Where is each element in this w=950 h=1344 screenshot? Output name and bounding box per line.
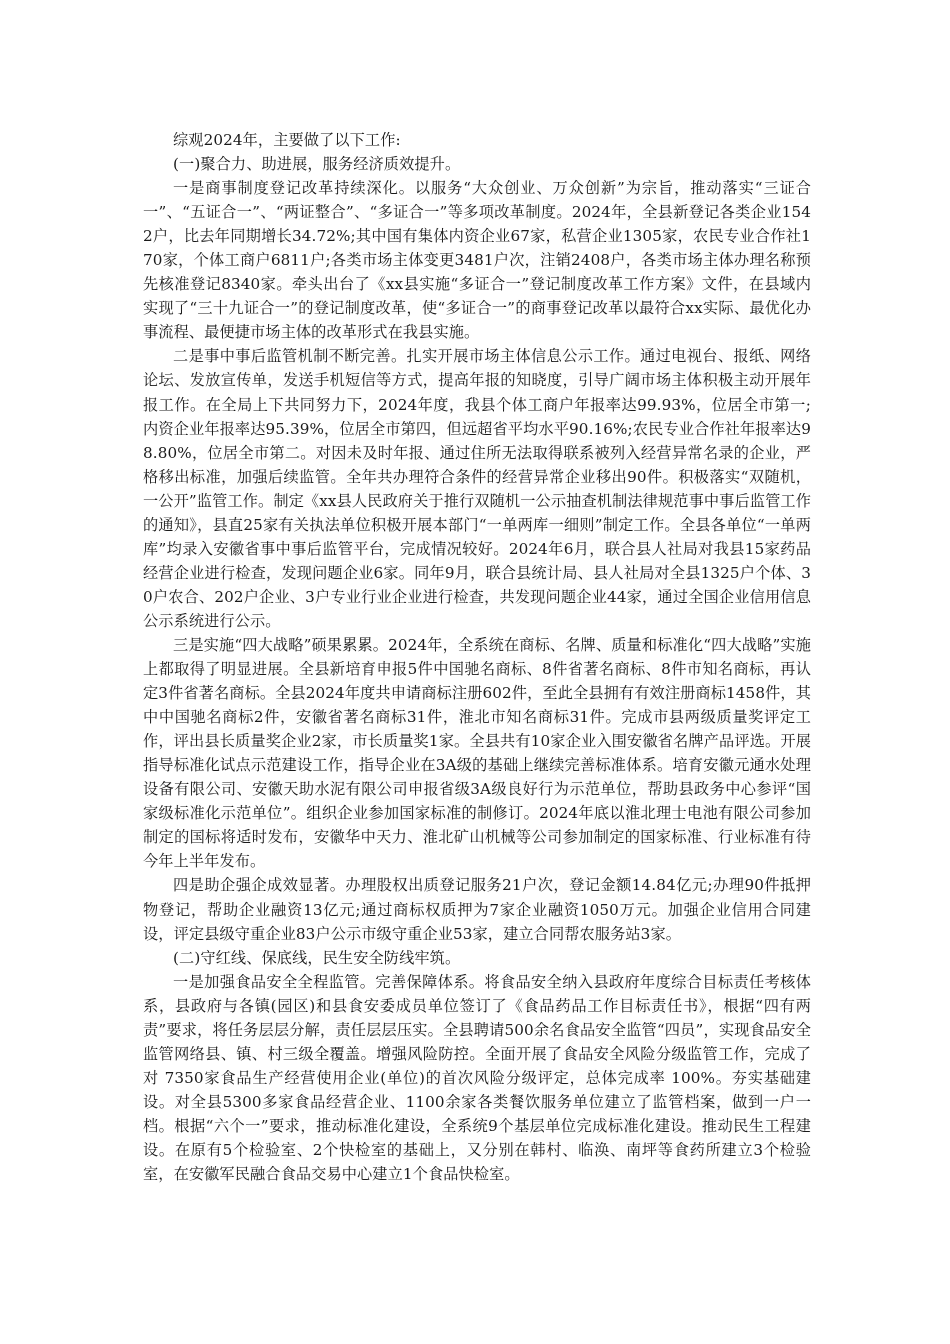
document-body	[143, 128, 811, 1186]
body-paragraph: 一是商事制度登记改革持续深化。以服务“大众创业、万众创新”为宗旨，推动落实“三证合一”、“五证合一”、“两证整合”、“多证合一”等多项改革制度。2024年，全县新登记各类企业1542户，比去年同期增长34.72%;其中国有集体内资企业67家，私营企业1305家，农民专业合作社170家，个体工商户6811户;各类市场主体变更3481户次，注销2408户，各类市场主体办理名称预先核准登记8340家。牵头出台了《xx县实施“多证合一”登记制度改革工作方案》文件，在县域内实现了“三十九证合一”的登记制度改革，使“多证合一”的商事登记改革以最符合xx实际、最优化办事流程、最便捷市场主体的改革形式在我县实施。	[143, 179, 811, 342]
intro-paragraph: 综观2024年，主要做了以下工作:	[173, 131, 401, 149]
body-paragraph: 三是实施“四大战略”硕果累累。2024年，全系统在商标、名牌、质量和标准化“四大战略”实施上都取得了明显进展。全县新培育申报5件中国驰名商标、8件省著名商标、8件市知名商标，再认定3件省著名商标。全县2024年度共申请商标注册602件，至此全县拥有有效注册商标1458件，其中中国驰名商标2件，安徽省著名商标31件，淮北市知名商标31件。完成市县两级质量奖评定工作，评出县长质量奖企业2家，市长质量奖1家。全县共有10家企业入围安徽省名牌产品评选。开展指导标准化试点示范建设工作，指导企业在3A级的基础上继续完善标准体系。培育安徽元通水处理设备有限公司、安徽天助水泥有限公司申报省级3A级良好行为示范单位，帮助县政务中心参评“国家级标准化示范单位”。组织企业参加国家标准的制修订。2024年底以淮北理士电池有限公司参加制定的国标将适时发布，安徽华中天力、淮北矿山机械等公司参加制定的国家标准、行业标准有待今年上半年发布。	[143, 635, 811, 871]
body-paragraph: 二是事中事后监管机制不断完善。扎实开展市场主体信息公示工作。通过电视台、报纸、网络论坛、发放宣传单，发送手机短信等方式，提高年报的知晓度，引导广阔市场主体积极主动开展年报工作。在全局上下共同努力下，2024年度，我县个体工商户年报率达99.93%，位居全市第一;内资企业年报率达95.39%，位居全市第四，但远超省平均水平90.16%;农民专业合作社年报率达98.80%，位居全市第二。对因未及时年报、通过住所无法取得联系被列入经营异常名录的企业，严格移出标准，加强后续监管。全年共办理符合条件的经营异常企业移出90件。积极落实“双随机，一公开”监管工作。制定《xx县人民政府关于推行双随机一公示抽查机制法律规范事中事后监管工作的通知》，县直25家有关执法单位积极开展本部门“一单两库一细则”制定工作。全县各单位“一单两库”均录入安徽省事中事后监管平台，完成情况较好。2024年6月，联合县人社局对我县15家药品经营企业进行检查，发现问题企业6家。同年9月，联合县统计局、县人社局对全县1325户个体、30户农合、202户企业、3户专业行业企业进行检查，共发现问题企业44家，通过全国企业信用信息公示系统进行公示。	[143, 347, 811, 630]
body-paragraph: 四是助企强企成效显著。办理股权出质登记服务21户次，登记金额14.84亿元;办理90件抵押物登记，帮助企业融资13亿元;通过商标权质押为7家企业融资1050万元。加强企业信用合同建设，评定县级守重企业83户公示市级守重企业53家，建立合同帮农服务站3家。	[143, 876, 811, 943]
body-paragraph: 一是加强食品安全全程监管。完善保障体系。将食品安全纳入县政府年度综合目标责任考核体系，县政府与各镇(园区)和县食安委成员单位签订了《食品药品工作目标责任书》，根据“四有两责”要求，将任务层层分解，责任层层压实。全县聘请500余名食品安全监管“四员”，实现食品安全监管网络县、镇、村三级全覆盖。增强风险防控。全面开展了食品安全风险分级监管工作，完成了对 7350家食品生产经营使用企业(单位)的首次风险分级评定，总体完成率 100%。夯实基础建设。对全县5300多家食品经营企业、1100余家各类餐饮服务单位建立了监管档案，做到一户一档。根据“六个一”要求，推动标准化建设，全系统9个基层单位完成标准化建设。推动民生工程建设。在原有5个检验室、2个快检室的基础上，又分别在韩村、临涣、南坪等食药所建立3个检验室，在安徽军民融合食品交易中心建立1个食品快检室。	[143, 972, 811, 1184]
section-heading-1: (一)聚合力、助进展，服务经济质效提升。	[173, 155, 461, 174]
section-heading-2: (二)守红线、保底线，民生安全防线牢筑。	[173, 948, 461, 967]
